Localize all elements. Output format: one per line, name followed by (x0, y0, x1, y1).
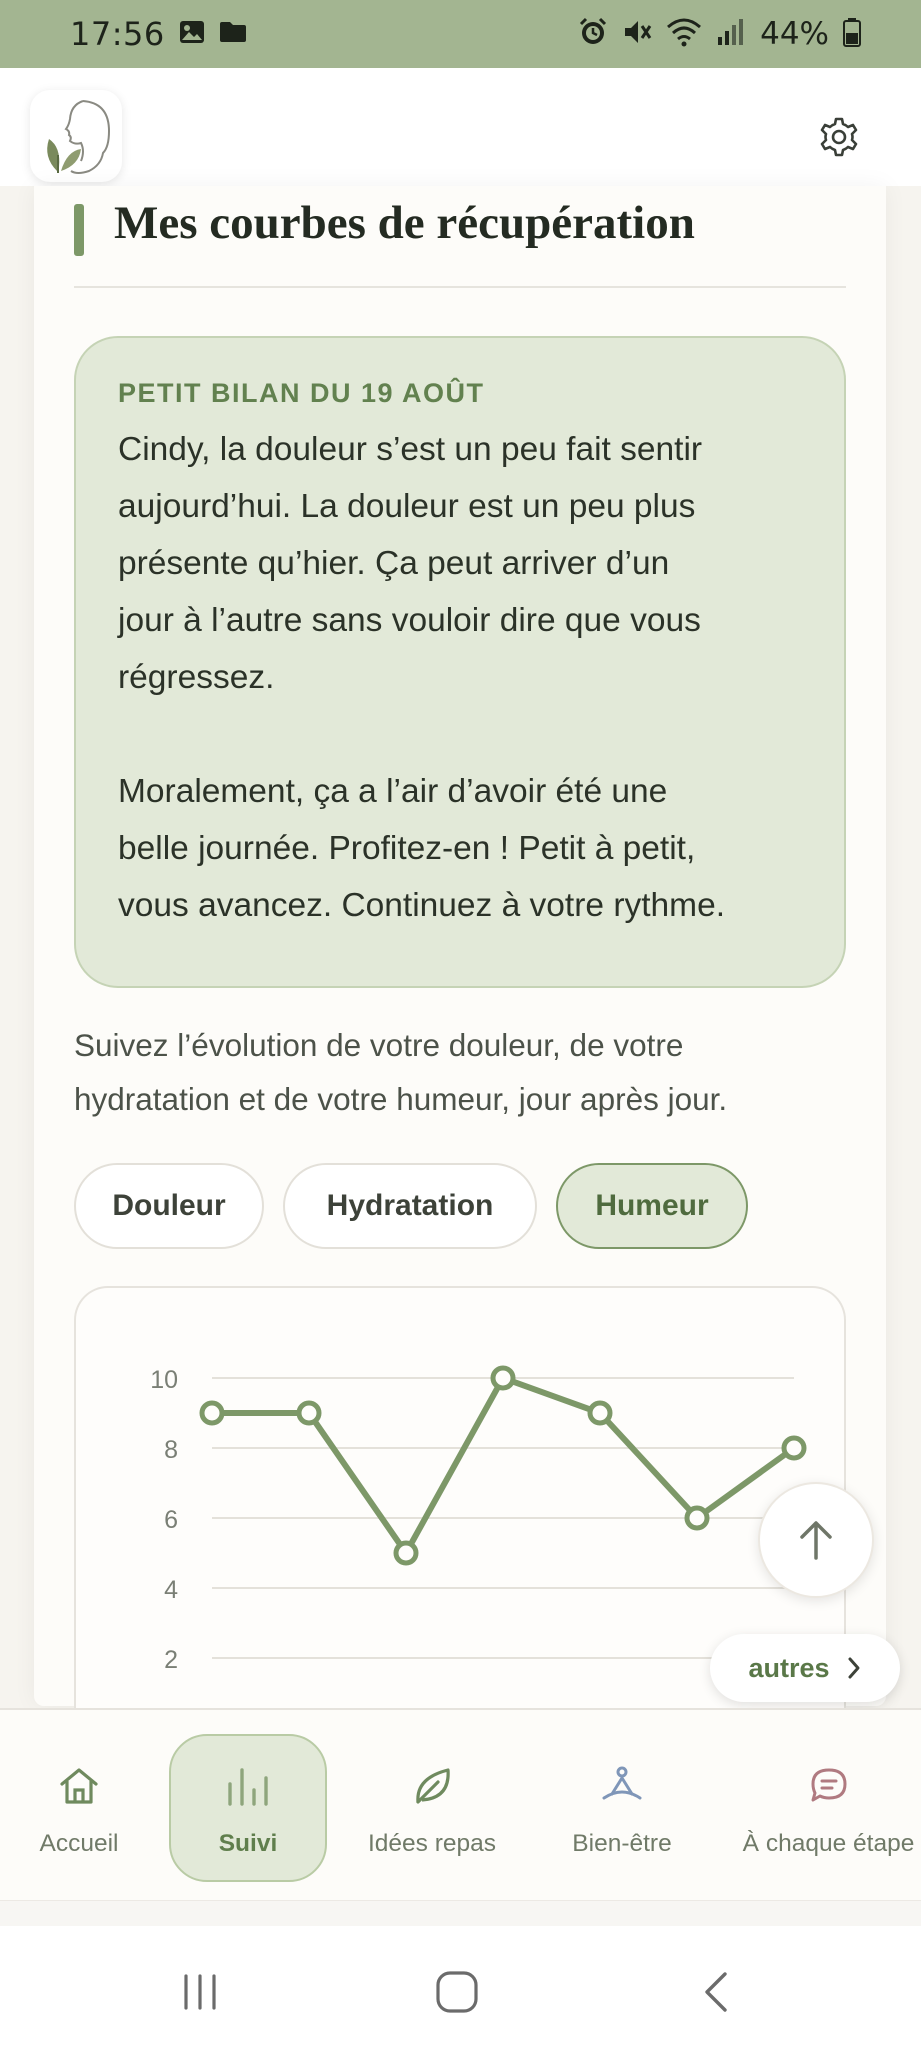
top-header (0, 68, 921, 186)
nav-item-accueil[interactable] (14, 1734, 144, 1882)
mood-data-point[interactable] (299, 1403, 319, 1423)
gear-icon (819, 117, 859, 157)
summary-line: vous avancez. Continuez à votre rythme. (118, 887, 726, 924)
battery-percent: 44% (760, 16, 829, 52)
signal-icon (716, 17, 746, 51)
status-bar (0, 0, 921, 68)
arrow-up-icon (794, 1518, 838, 1562)
mood-data-point[interactable] (784, 1438, 804, 1458)
y-tick-label: 10 (150, 1366, 178, 1394)
bottom-nav (0, 1708, 921, 1900)
page-title: Mes courbes de récupération (114, 197, 695, 249)
tab-douleur[interactable]: Douleur (74, 1163, 264, 1249)
nav-label: Accueil (39, 1830, 119, 1857)
folder-icon (219, 21, 247, 47)
summary-line: Cindy, la douleur s’est un peu fait sentir (118, 431, 703, 468)
back-chevron-icon (697, 1970, 737, 2014)
more-label: autres (748, 1652, 830, 1683)
y-tick-label: 2 (164, 1646, 178, 1674)
nav-divider (0, 1900, 921, 1926)
recent-apps-button[interactable] (165, 1962, 235, 2022)
mood-data-point[interactable] (396, 1543, 416, 1563)
summary-line: belle journée. Profitez-en ! Petit à petit, (118, 830, 696, 867)
status-right (578, 16, 861, 52)
battery-icon (843, 17, 861, 51)
settings-button[interactable] (814, 112, 864, 162)
recent-apps-icon (178, 1970, 222, 2014)
summary-line: Moralement, ça a l’air d’avoir été une (118, 773, 668, 810)
y-tick-label: 4 (164, 1576, 178, 1604)
chat-icon (807, 1758, 851, 1814)
summary-line: jour à l’autre sans vouloir dire que vous (118, 602, 701, 639)
summary-line: aujourd’hui. La douleur est un peu plus (118, 488, 696, 525)
summary-paragraph-1 (118, 421, 804, 706)
app-logo[interactable] (30, 90, 122, 182)
bar-chart-icon (224, 1758, 272, 1814)
mute-icon (622, 17, 652, 51)
summary-line: régressez. (118, 659, 275, 696)
daily-summary (74, 336, 846, 988)
mood-data-point[interactable] (493, 1368, 513, 1388)
scroll-top-button[interactable] (758, 1482, 874, 1598)
recovery-card (34, 186, 886, 1706)
nav-label: Idées repas (367, 1830, 497, 1857)
wifi-icon (666, 17, 702, 51)
home-icon (57, 1758, 101, 1814)
mood-data-point[interactable] (687, 1508, 707, 1528)
summary-line: présente qu’hier. Ça peut arriver d’un (118, 545, 670, 582)
nav-item-bien-etre[interactable] (552, 1734, 692, 1882)
nav-label: Bien-être (572, 1830, 672, 1857)
mood-data-point[interactable] (202, 1403, 222, 1423)
tab-humeur[interactable]: Humeur (556, 1163, 748, 1249)
home-square-icon (434, 1969, 480, 2015)
alarm-icon (578, 17, 608, 51)
chevron-right-icon (846, 1656, 862, 1680)
summary-label: PETIT BILAN DU 19 AOÛT (118, 378, 485, 408)
intro-line: Suivez l’évolution de votre douleur, de votre (74, 1027, 684, 1063)
summary-paragraph-2 (118, 763, 804, 934)
back-button[interactable] (682, 1962, 752, 2022)
tab-hydratation[interactable]: Hydratation (283, 1163, 537, 1249)
summary-gap (118, 706, 804, 763)
face-leaf-logo (37, 95, 115, 177)
home-nav-button[interactable] (422, 1962, 492, 2022)
image-icon (179, 20, 205, 48)
title-accent-bar (74, 204, 84, 256)
mood-series-line (212, 1378, 794, 1553)
title-divider (74, 286, 846, 288)
nav-label: Suivi (218, 1830, 278, 1857)
meditation-icon (600, 1758, 644, 1814)
y-tick-label: 8 (164, 1436, 178, 1464)
status-time: 17:56 (70, 15, 165, 53)
nav-item-a-chaque-etape[interactable] (736, 1734, 921, 1882)
more-button[interactable] (710, 1634, 900, 1702)
nav-label: À chaque étape (742, 1830, 915, 1857)
leaf-icon (410, 1758, 454, 1814)
nav-item-suivi[interactable] (169, 1734, 327, 1882)
y-tick-label: 6 (164, 1506, 178, 1534)
intro-line: hydratation et de votre humeur, jour après jour. (74, 1081, 728, 1117)
nav-item-idees-repas[interactable] (356, 1734, 508, 1882)
intro-text (74, 1018, 864, 1126)
status-left (70, 15, 247, 53)
android-nav-bar (0, 1926, 921, 2048)
mood-data-point[interactable] (590, 1403, 610, 1423)
